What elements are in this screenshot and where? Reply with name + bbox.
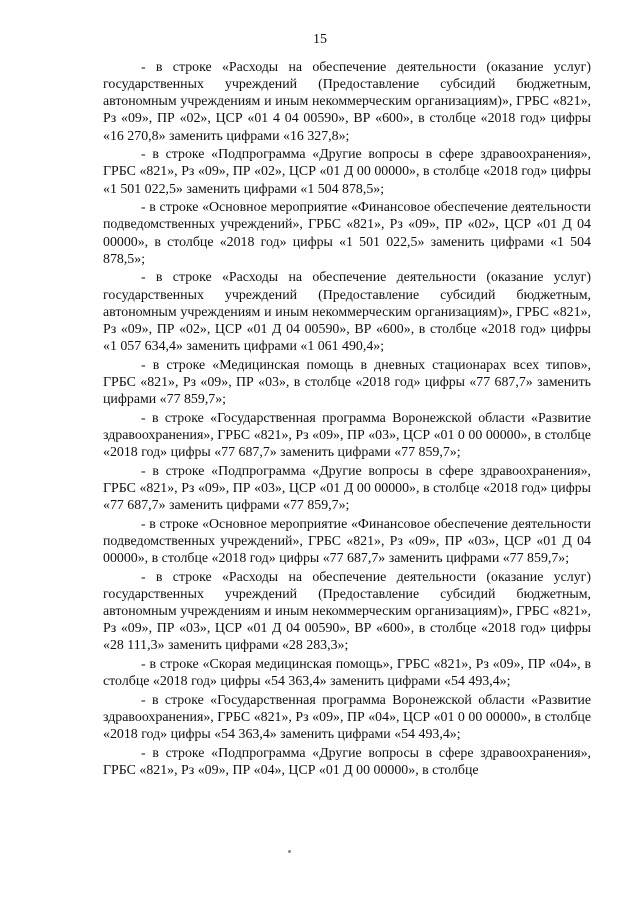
amendment-paragraph: - в строке «Медицинская помощь в дневных стационарах всех типов», ГРБС «821», Рз «09», ПР «03», в столбце «2018 год» цифры «77 687,7» заменить цифрами «77 859,7»;	[103, 357, 591, 407]
amendment-paragraph: - в строке «Основное мероприятие «Финансовое обеспечение деятельности подведомственных учреждений», ГРБС «821», Рз «09», ПР «03», ЦСР «01 Д 04 00000», в столбце «2018 год» цифры «77 687,7» заменить цифрами «77 859,7»;	[103, 516, 591, 566]
amendment-paragraph: - в строке «Основное мероприятие «Финансовое обеспечение деятельности подведомственных учреждений», ГРБС «821», Рз «09», ПР «02», ЦСР «01 Д 04 00000», в столбце «2018 год» цифры «1 501 022,5» заменить цифрами «1 504 878,5»;	[103, 200, 591, 267]
page-number: 15	[313, 32, 327, 47]
amendment-paragraph: - в строке «Государственная программа Воронежской области «Развитие здравоохранения», ГРБС «821», Рз «09», ПР «03», ЦСР «01 0 00 00000», в столбце «2018 год» цифры «77 687,7» заменить цифрами «77 859,7»;	[103, 410, 591, 460]
scan-artifact	[288, 850, 291, 853]
amendment-paragraph: - в строке «Подпрограмма «Другие вопросы в сфере здравоохранения», ГРБС «821», Рз «09», ПР «04», ЦСР «01 Д 00 00000», в столбце	[103, 745, 591, 778]
amendment-paragraph: - в строке «Государственная программа Воронежской области «Развитие здравоохранения», ГРБС «821», Рз «09», ПР «04», ЦСР «01 0 00 00000», в столбце «2018 год» цифры «54 363,4» заменить цифрами «54 493,4»;	[103, 692, 591, 742]
amendment-paragraph: - в строке «Скорая медицинская помощь», ГРБС «821», Рз «09», ПР «04», в столбце «2018 год» цифры «54 363,4» заменить цифрами «54 493,4»;	[103, 656, 591, 689]
amendment-paragraph: - в строке «Подпрограмма «Другие вопросы в сфере здравоохранения», ГРБС «821», Рз «09», ПР «03», ЦСР «01 Д 00 00000», в столбце «2018 год» цифры «77 687,7» заменить цифрами «77 859,7»;	[103, 463, 591, 513]
amendment-paragraph: - в строке «Расходы на обеспечение деятельности (оказание услуг) государственных учреждений (Предоставление субсидий бюджетным, автономным учреждениям и иным некоммерческим организациям)», ГРБС «821», Рз «09», ПР «03», ЦСР «01 Д 04 00590», ВР «600», в столбце «2018 год» цифры «28 111,3» заменить цифрами «28 283,3»;	[103, 569, 591, 654]
amendment-paragraph: - в строке «Расходы на обеспечение деятельности (оказание услуг) государственных учреждений (Предоставление субсидий бюджетным, автономным учреждениям и иным некоммерческим организациям)», ГРБС «821», Рз «09», ПР «02», ЦСР «01 Д 04 00590», ВР «600», в столбце «2018 год» цифры «1 057 634,4» заменить цифрами «1 061 490,4»;	[103, 270, 591, 354]
amendment-paragraph: - в строке «Расходы на обеспечение деятельности (оказание услуг) государственных учреждений (Предоставление субсидий бюджетным, автономным учреждениям и иным некоммерческим организациям)», ГРБС «821», Рз «09», ПР «02», ЦСР «01 4 04 00590», ВР «600», в столбце «2018 год» цифры «16 270,8» заменить цифрами «16 327,8»;	[103, 60, 591, 144]
amendment-paragraph: - в строке «Подпрограмма «Другие вопросы в сфере здравоохранения», ГРБС «821», Рз «09», ПР «02», ЦСР «01 Д 00 00000», в столбце «2018 год» цифры «1 501 022,5» заменить цифрами «1 504 878,5»;	[103, 147, 591, 197]
